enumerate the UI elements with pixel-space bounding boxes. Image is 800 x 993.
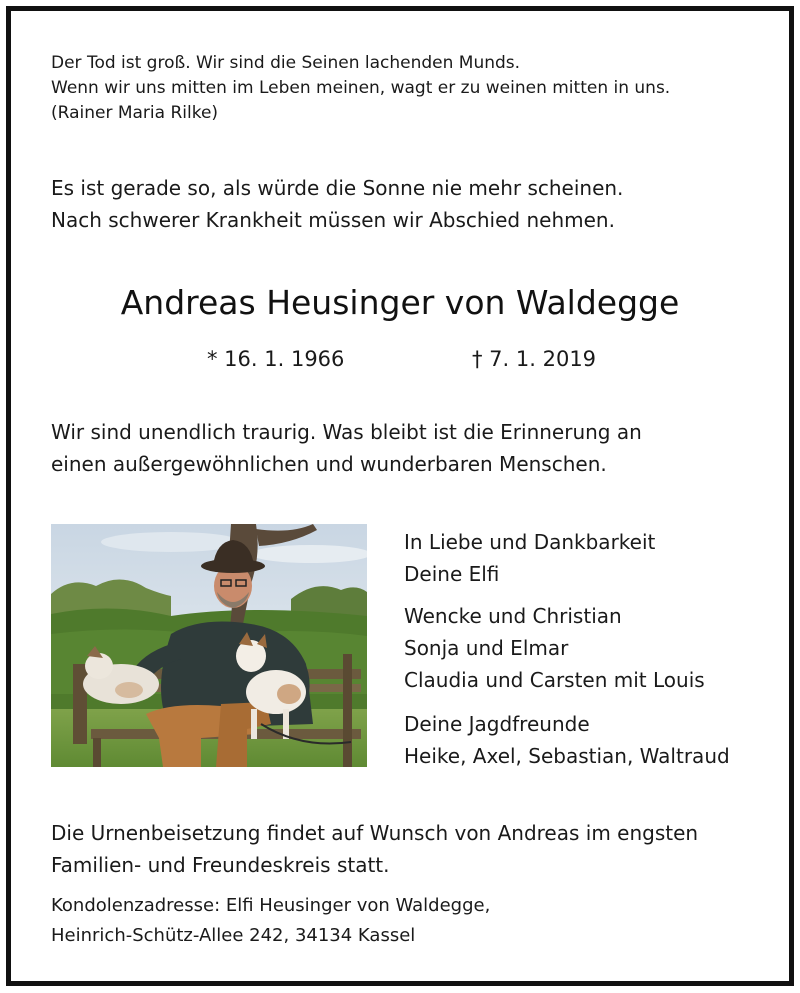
- mourners-group-family: [404, 600, 705, 696]
- portrait-photo: [51, 524, 367, 767]
- death-date: † 7. 1. 2019: [472, 347, 597, 371]
- deceased-name: Andreas Heusinger von Waldegge: [120, 283, 680, 322]
- rilke-quote: [51, 51, 670, 126]
- burial-line-1: Die Urnenbeisetzung findet auf Wunsch von Andreas im engsten: [51, 821, 699, 845]
- burial-notice: [51, 817, 698, 881]
- mourner-line: Deine Elfi: [404, 562, 500, 586]
- quote-author: (Rainer Maria Rilke): [51, 103, 219, 123]
- mourner-line: Deine Jagdfreunde: [404, 712, 590, 736]
- mourners-group-spouse: [404, 526, 655, 590]
- quote-line-1: Der Tod ist groß. Wir sind die Seinen lachenden Munds.: [51, 53, 521, 73]
- mourner-line: Heike, Axel, Sebastian, Waltraud: [404, 744, 730, 768]
- intro-line-1: Es ist gerade so, als würde die Sonne nie mehr scheinen.: [51, 176, 624, 200]
- remembrance-line-1: Wir sind unendlich traurig. Was bleibt ist die Erinnerung an: [51, 420, 642, 444]
- birth-date: * 16. 1. 1966: [207, 347, 345, 371]
- remembrance-line-2: einen außergewöhnlichen und wunderbaren Menschen.: [51, 452, 607, 476]
- mourner-line: Wencke und Christian: [404, 604, 622, 628]
- mourners-group-friends: [404, 708, 730, 772]
- address-line-1: Kondolenzadresse: Elfi Heusinger von Waldegge,: [51, 895, 491, 916]
- quote-line-2: Wenn wir uns mitten im Leben meinen, wagt er zu weinen mitten in uns.: [51, 78, 671, 98]
- burial-line-2: Familien- und Freundeskreis statt.: [51, 853, 390, 877]
- address-line-2: Heinrich-Schütz-Allee 242, 34134 Kassel: [51, 925, 416, 946]
- intro-line-2: Nach schwerer Krankheit müssen wir Abschied nehmen.: [51, 208, 615, 232]
- intro-text: [51, 172, 623, 236]
- obituary-frame: [6, 6, 794, 986]
- remembrance-text: [51, 416, 642, 480]
- mourner-line: Claudia und Carsten mit Louis: [404, 668, 705, 692]
- condolence-address: [51, 891, 490, 951]
- mourner-line: Sonja und Elmar: [404, 636, 569, 660]
- mourner-line: In Liebe und Dankbarkeit: [404, 530, 656, 554]
